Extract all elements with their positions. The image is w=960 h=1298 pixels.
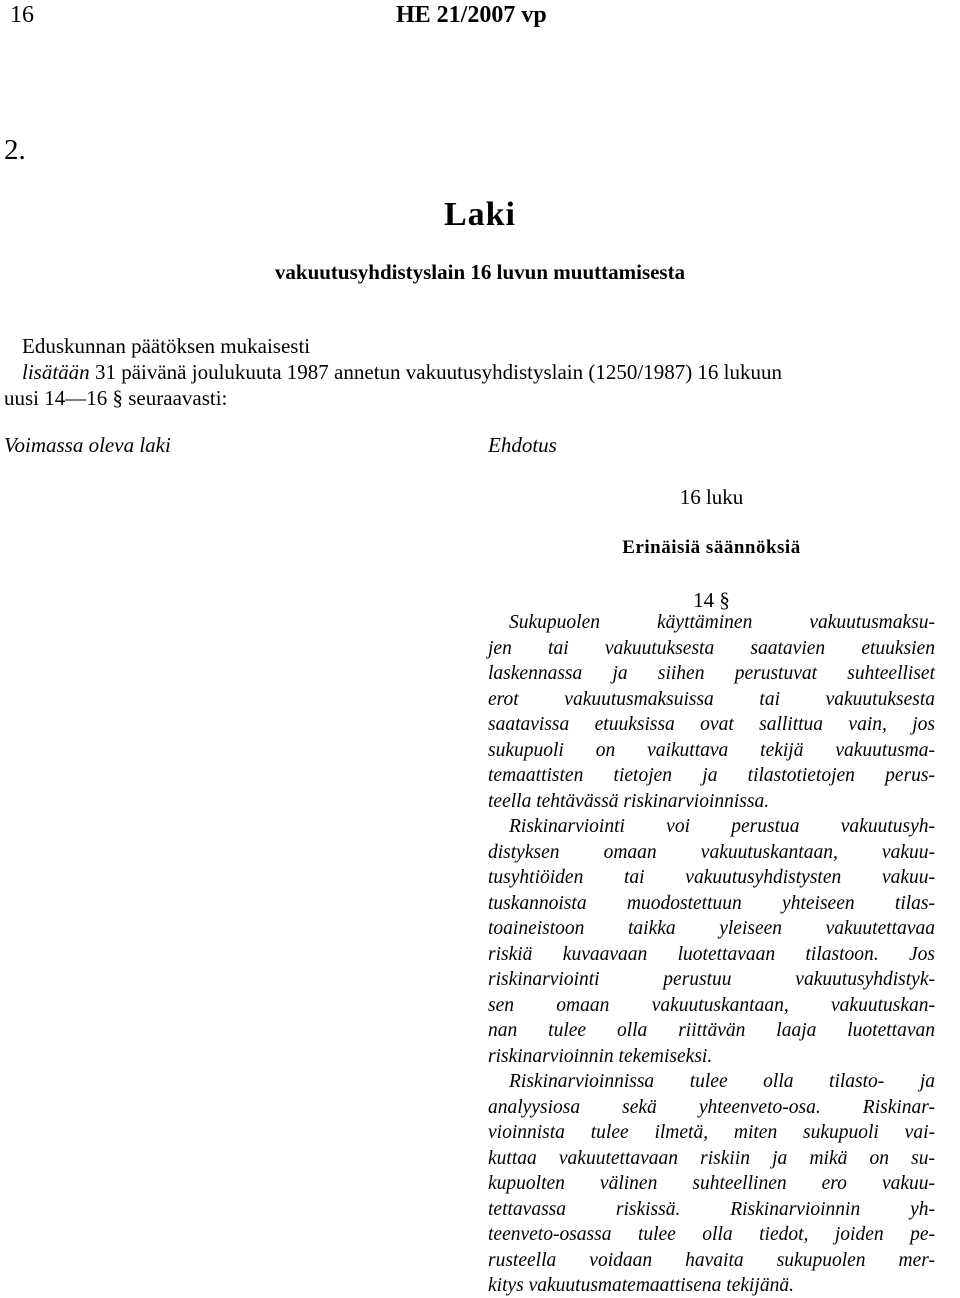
preamble-line-2 [22, 360, 782, 385]
preamble-line-3: uusi 14—16 § seuraavasti: [4, 386, 228, 410]
chapter-number: 16 luku [679, 485, 744, 509]
paragraph-line: Riskinarvioinnissa tulee olla tilasto- ja [509, 1071, 935, 1092]
paragraph-line: kupuolten välinen suhteellinen ero vakuu- [488, 1173, 935, 1194]
paragraph-line: vioinnista tulee ilmetä, miten sukupuoli vai- [488, 1122, 935, 1143]
paragraph-line: Sukupuolen käyttäminen vakuutusmaksu- [509, 612, 935, 633]
paragraph-line: temaattisten tietojen ja tilastotietojen perus- [488, 765, 935, 786]
section-number: 2. [4, 134, 26, 166]
paragraph-line: riskinarvioinnin tekemiseksi. [488, 1045, 713, 1067]
paragraph-line: riskinarviointi perustuu vakuutusyhdistyk- [488, 969, 935, 990]
paragraph-number: 14 § [693, 588, 730, 612]
paragraph-line: Riskinarviointi voi perustua vakuutusyh- [509, 816, 935, 837]
paragraph-line: jen tai vakuutuksesta saatavien etuuksien [488, 637, 935, 659]
paragraph-line: teenveto-osassa tulee olla tiedot, joiden pe- [488, 1224, 935, 1245]
paragraph-line: kitys vakuutusmatemaattisena tekijänä. [488, 1275, 794, 1296]
paragraph-line: rusteella voidaan havaita sukupuolen mer- [488, 1249, 935, 1271]
paragraph-line: tuskannoista muodostettuun yhteiseen tilas- [488, 892, 935, 914]
paragraph-line: tettavassa riskissä. Riskinarvioinnin yh- [488, 1198, 935, 1220]
paragraph-line: distyksen omaan vakuutuskantaan, vakuu- [488, 841, 935, 863]
right-column-heading: Ehdotus [488, 433, 557, 457]
law-subtitle: vakuutusyhdistyslain 16 luvun muuttamisesta [274, 260, 686, 284]
chapter-title: Erinäisiä säännöksiä [622, 537, 801, 558]
law-title: Laki [443, 196, 517, 233]
paragraph-line: teella tehtävässä riskinarvioinnissa. [488, 790, 770, 812]
paragraph-line: riskiä kuvaavaan luotettavaan tilastoon. Jos [488, 943, 935, 965]
paragraph-line: nan tulee olla riittävän laaja luotettavan [488, 1020, 935, 1041]
page-number: 16 [10, 2, 34, 28]
paragraph-line: erot vakuutusmaksuissa tai vakuutuksesta [488, 688, 935, 710]
paragraph-line: analyysiosa sekä yhteenveto-osa. Riskinar- [488, 1096, 935, 1118]
paragraph-line: toaineistoon taikka yleiseen vakuutettavaa [488, 918, 935, 939]
preamble-line-1: Eduskunnan päätöksen mukaisesti [22, 334, 311, 358]
preamble-line-2-text: 31 päivänä joulukuuta 1987 annetun vakuutusyhdistyslain (1250/1987) 16 lukuun [89, 360, 783, 384]
paragraph-line: saatavissa etuuksissa ovat sallittua vain, jos [488, 714, 935, 735]
preamble-verb: lisätään [22, 360, 90, 384]
paragraph-line: tusyhtiöiden tai vakuutusyhdistysten vakuu- [488, 867, 935, 888]
paragraph-line: sukupuoli on vaikuttava tekijä vakuutusma- [488, 739, 935, 761]
paragraph-line: kuttaa vakuutettavaan riskiin ja mikä on su- [488, 1147, 935, 1169]
document-id: HE 21/2007 vp [396, 2, 547, 28]
left-column-heading: Voimassa oleva laki [4, 433, 171, 457]
paragraph-line: laskennassa ja siihen perustuvat suhteelliset [488, 663, 935, 684]
paragraph-line: sen omaan vakuutuskantaan, vakuutuskan- [488, 994, 935, 1016]
